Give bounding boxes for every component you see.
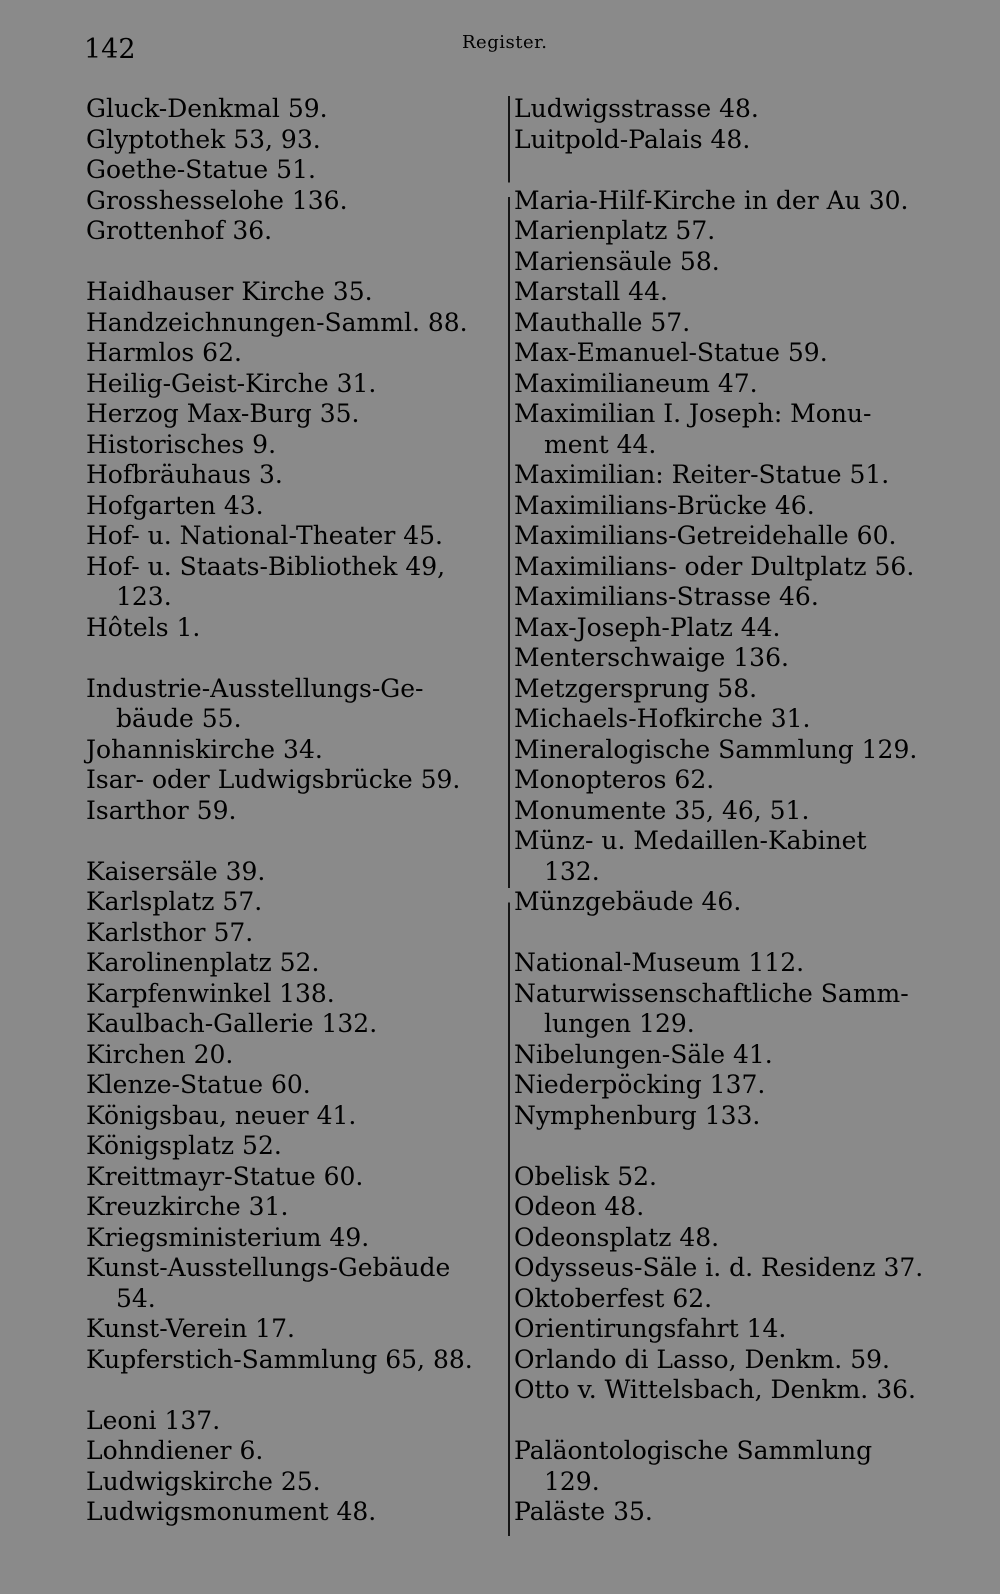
index-entry: Odysseus-Säle i. d. Residenz 37. [514,1253,924,1282]
index-entry: Kunst-Ausstellungs-Gebäude [86,1253,451,1282]
index-entry-continuation: bäude 55. [116,704,242,733]
index-entry: Münzgebäude 46. [514,887,742,916]
index-entry: Karlsthor 57. [86,917,254,947]
index-entry: Max-Joseph-Platz 44. [514,612,781,642]
index-entry-continuation: 54. [116,1283,156,1313]
index-column-right [514,94,954,1528]
index-entry: Maximilianeum 47. [514,368,758,398]
index-entry: Kreittmayr-Statue 60. [86,1161,364,1191]
index-entry: Isar- oder Ludwigsbrücke 59. [86,765,461,794]
section-gap [86,643,506,674]
index-entry: Goethe-Statue 51. [86,155,316,184]
index-entry: Maximilians-Brücke 46. [514,490,815,520]
index-entry: Karpfenwinkel 138. [86,978,335,1008]
index-entry: Herzog Max-Burg 35. [86,399,360,428]
index-entry: Metzgersprung 58. [514,673,758,703]
index-entry: Hôtels 1. [86,612,201,642]
index-entry: Nibelungen-Säle 41. [514,1039,773,1069]
index-entry: Oktoberfest 62. [514,1283,713,1313]
index-entry: Max-Emanuel-Statue 59. [514,338,828,367]
index-entry: Naturwissenschaftliche Samm- [514,978,909,1008]
index-entry-continuation: 129. [544,1466,600,1496]
index-entry: Kriegsministerium 49. [86,1222,370,1252]
index-entry: Glyptothek 53, 93. [86,124,321,154]
page-number: 142 [84,34,136,65]
index-entry: Luitpold-Palais 48. [514,124,751,154]
index-entry: Haidhauser Kirche 35. [86,277,373,306]
index-entry: Königsplatz 52. [86,1131,282,1160]
index-entry: Münz- u. Medaillen-Kabinet [514,826,867,855]
index-entry-continuation: lungen 129. [544,1009,695,1038]
index-entry: Hofbräuhaus 3. [86,460,283,489]
section-gap [86,247,506,278]
index-entry: Johanniskirche 34. [86,734,323,764]
index-entry: Michaels-Hofkirche 31. [514,704,811,733]
index-entry: Karlsplatz 57. [86,887,263,916]
index-entry: Ludwigsmonument 48. [86,1497,377,1526]
index-column-left [86,94,506,1528]
index-entry: Handzeichnungen-Samml. 88. [86,307,468,337]
index-entry: Maria-Hilf-Kirche in der Au 30. [514,185,909,215]
column-divider [508,96,510,1536]
index-entry: Hofgarten 43. [86,490,264,520]
index-entry: Leoni 137. [86,1405,221,1435]
index-entry: Karolinenplatz 52. [86,948,320,977]
index-entry-continuation: 123. [116,582,172,611]
index-entry: Lohndiener 6. [86,1436,264,1465]
index-entry: Klenze-Statue 60. [86,1070,311,1099]
index-entry: Kaisersäle 39. [86,856,266,886]
index-entry: Kaulbach-Gallerie 132. [86,1009,378,1038]
index-entry: Industrie-Ausstellungs-Ge- [86,673,424,703]
index-entry: Orientirungsfahrt 14. [514,1314,787,1343]
index-entry: Maximilians-Getreidehalle 60. [514,521,897,550]
section-gap [86,1375,506,1406]
index-entry: Niederpöcking 137. [514,1070,766,1099]
index-entry-continuation: ment 44. [544,429,657,459]
index-entry: Paläontologische Sammlung [514,1436,873,1465]
index-entry: Kreuzkirche 31. [86,1192,289,1221]
index-entry: Maximilians- oder Dultplatz 56. [514,551,915,581]
index-entry: Ludwigsstrasse 48. [514,94,759,123]
index-entry: Kirchen 20. [86,1039,234,1069]
index-entry: Hof- u. Staats-Bibliothek 49, [86,551,446,581]
index-entry: Paläste 35. [514,1497,653,1526]
index-entry: Königsbau, neuer 41. [86,1100,357,1130]
index-entry: Orlando di Lasso, Denkm. 59. [514,1344,890,1374]
index-entry: Harmlos 62. [86,338,242,367]
index-entry: Marstall 44. [514,277,668,306]
section-gap [514,1131,954,1162]
index-entry: Grosshesselohe 136. [86,185,348,215]
index-entry: Kupferstich-Sammlung 65, 88. [86,1344,473,1374]
index-entry: Historisches 9. [86,429,277,459]
index-entry: Odeonsplatz 48. [514,1222,720,1252]
index-entry: Hof- u. National-Theater 45. [86,521,444,550]
index-entry: Menterschwaige 136. [514,643,789,672]
index-entry: Heilig-Geist-Kirche 31. [86,368,377,398]
index-entry: Maximilian I. Joseph: Monu- [514,399,872,428]
index-entry: Mineralogische Sammlung 129. [514,734,918,764]
index-entry: Gluck-Denkmal 59. [86,94,328,123]
section-gap [514,918,954,949]
index-entry: Monumente 35, 46, 51. [514,795,810,825]
running-head: Register. [462,32,548,53]
index-entry: Marienplatz 57. [514,216,716,245]
index-entry: Kunst-Verein 17. [86,1314,295,1343]
section-gap [514,1406,954,1437]
section-gap [86,826,506,857]
index-entry: National-Museum 112. [514,948,805,977]
index-entry-continuation: 132. [544,856,600,886]
index-entry: Otto v. Wittelsbach, Denkm. 36. [514,1375,916,1404]
index-entry: Mauthalle 57. [514,307,691,337]
index-entry: Odeon 48. [514,1192,645,1221]
index-entry: Maximilians-Strasse 46. [514,582,819,611]
section-gap [514,155,954,186]
index-entry: Nymphenburg 133. [514,1100,761,1130]
index-entry: Maximilian: Reiter-Statue 51. [514,460,890,489]
index-entry: Isarthor 59. [86,795,237,825]
index-entry: Mariensäule 58. [514,246,720,276]
index-entry: Ludwigskirche 25. [86,1466,321,1496]
index-entry: Obelisk 52. [514,1161,657,1191]
index-entry: Monopteros 62. [514,765,715,794]
index-entry: Grottenhof 36. [86,216,273,245]
